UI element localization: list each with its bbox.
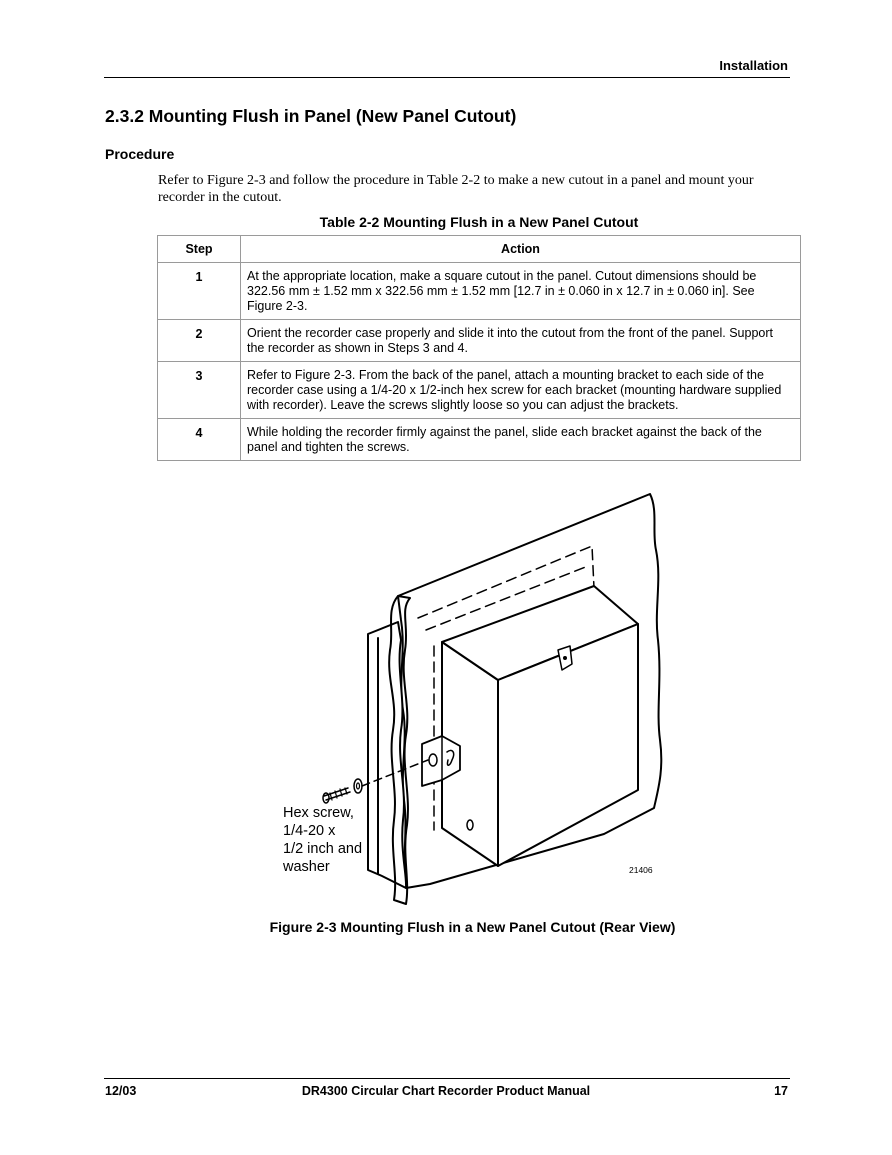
- washer-hole: [357, 783, 360, 789]
- footer-rule: [104, 1078, 790, 1079]
- step-action: Orient the recorder case properly and slide it into the cutout from the front of the panel. Support the recorder as shown in Steps 3 and 4.: [241, 320, 801, 362]
- callout-line: Hex screw,: [283, 805, 354, 821]
- figure-number: 21406: [629, 865, 653, 875]
- washer: [354, 779, 362, 793]
- header-rule: [104, 77, 790, 78]
- footer-title: DR4300 Circular Chart Recorder Product Manual: [301, 1084, 591, 1098]
- procedure-heading: Procedure: [105, 146, 175, 162]
- column-header-action: Action: [241, 236, 801, 263]
- table-row: [158, 263, 801, 320]
- step-number: 4: [158, 419, 241, 461]
- table-caption: Table 2-2 Mounting Flush in a New Panel Cutout: [319, 214, 639, 230]
- callout-line: washer: [283, 859, 330, 875]
- hex-screw-callout: [283, 804, 362, 876]
- step-number: 1: [158, 263, 241, 320]
- section-title: 2.3.2 Mounting Flush in Panel (New Panel Cutout): [105, 106, 517, 126]
- screw-head: [323, 793, 329, 803]
- column-header-step: Step: [158, 236, 241, 263]
- step-action: While holding the recorder firmly against the panel, slide each bracket against the back of the panel and tighten the screws.: [241, 419, 801, 461]
- table-row: [158, 362, 801, 419]
- procedure-table: [157, 235, 801, 461]
- step-number: 2: [158, 320, 241, 362]
- table-header-row: [158, 236, 801, 263]
- intro-paragraph: Refer to Figure 2-3 and follow the procedure in Table 2-2 to make a new cutout in a panel and mount your recorder in the cutout.: [158, 173, 754, 205]
- callout-line: 1/4-20 x: [283, 823, 336, 839]
- step-number: 3: [158, 362, 241, 419]
- step-action: At the appropriate location, make a square cutout in the panel. Cutout dimensions should be 322.56 mm ± 1.52 mm x 322.56 mm ± 1.52 mm [12.7 in ± 0.060 in x 12.7 in ± 0.060 in]. See Figure 2-3.: [241, 263, 801, 320]
- latch-hole: [563, 656, 567, 660]
- figure-caption: Figure 2-3 Mounting Flush in a New Panel Cutout (Rear View): [269, 919, 676, 935]
- page-number: 17: [774, 1084, 788, 1098]
- panel-edge: [368, 622, 406, 888]
- callout-line: 1/2 inch and: [283, 841, 363, 857]
- footer-date: 12/03: [105, 1084, 137, 1098]
- mounting-figure: [270, 490, 690, 915]
- table-row: [158, 320, 801, 362]
- step-action: Refer to Figure 2-3. From the back of the panel, attach a mounting bracket to each side of the recorder case using a 1/4-20 x 1/2-inch hex screw for each bracket (mounting hardware supplied with recorder). Leave the screws slightly loose so you can adjust the brackets.: [241, 362, 801, 419]
- header-section-label: Installation: [719, 58, 788, 73]
- table-row: [158, 419, 801, 461]
